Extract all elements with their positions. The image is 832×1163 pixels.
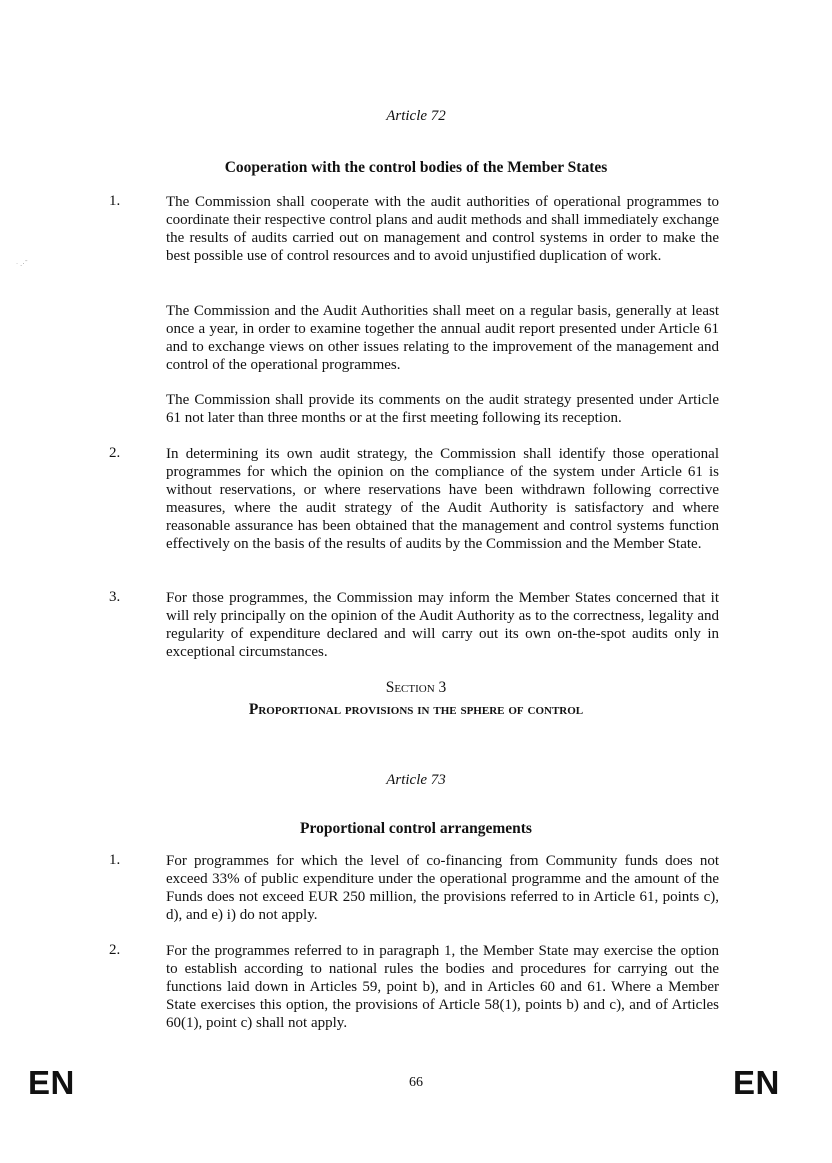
article-73-title: Article 73	[386, 772, 446, 788]
article-72-item-1-number: 1.	[109, 193, 121, 209]
article-72-item-2-number: 2.	[109, 445, 121, 461]
article-72-paragraph-1: The Commission shall cooperate with the audit authorities of operational programmes to coordinate their respective control plans and audit methods and shall immediately exchange the results of audits carried out on management and control systems in order to make the best possible use of control resources and to avoid unjustified duplication of work.	[166, 194, 719, 264]
article-72-paragraph-2: In determining its own audit strategy, the Commission shall identify those operational programmes for which the opinion on the compliance of the system under Article 61 is without reservations, or where reservations have been withdrawn following corrective measures, where the audit strategy of the Audit Authority is satisfactory and where reasonable assurance has been obtained that the management and control systems function effectively on the basis of the results of audits by the Commission and the Member State.	[166, 446, 719, 552]
article-72-heading: Cooperation with the control bodies of the Member States	[224, 159, 608, 176]
article-73-paragraph-1: For programmes for which the level of co-financing from Community funds does not exceed 33% of public expenditure under the operational programme and the amount of the Funds does not exceed EUR 250 million, the provisions referred to in Article 61, points c), d), and e) i) do not apply.	[166, 853, 719, 923]
article-72-paragraph-1c: The Commission shall provide its comments on the audit strategy presented under Article 61 not later than three months or at the first meeting following its reception.	[166, 392, 719, 426]
section-label: Section 3	[385, 679, 447, 696]
article-73-item-1-number: 1.	[109, 852, 121, 868]
article-73-heading: Proportional control arrangements	[300, 820, 532, 837]
article-72-title: Article 72	[386, 108, 446, 124]
article-73-item-2-number: 2.	[109, 942, 121, 958]
article-73-paragraph-2: For the programmes referred to in paragraph 1, the Member State may exercise the option to establish according to national rules the bodies and procedures for carrying out the functions laid down in Articles 59, point b), and in Articles 60 and 61. Where a Member State exercises this option, the provisions of Article 58(1), points b) and c), and of Articles 60(1), point c) shall not apply.	[166, 943, 719, 1031]
article-72-paragraph-3: For those programmes, the Commission may inform the Member States concerned that it will rely principally on the opinion of the Audit Authority as to the correctness, legality and regularity of expenditure declared and will carry out its own on-the-spot audits only in exceptional circumstances.	[166, 590, 719, 660]
article-72-paragraph-1b: The Commission and the Audit Authorities shall meet on a regular basis, generally at least once a year, in order to examine together the annual audit report presented under Article 61 and to exchange views on other issues relating to the improvement of the management and control of the operational programmes.	[166, 303, 719, 373]
language-code-right: EN	[733, 1064, 780, 1101]
section-title: Proportional provisions in the sphere of control	[248, 701, 584, 718]
page-number: 66	[409, 1075, 423, 1090]
language-code-left: EN	[28, 1064, 75, 1101]
scan-artifact: ᐧ .·ˉ	[16, 260, 28, 268]
article-72-item-3-number: 3.	[109, 589, 121, 605]
